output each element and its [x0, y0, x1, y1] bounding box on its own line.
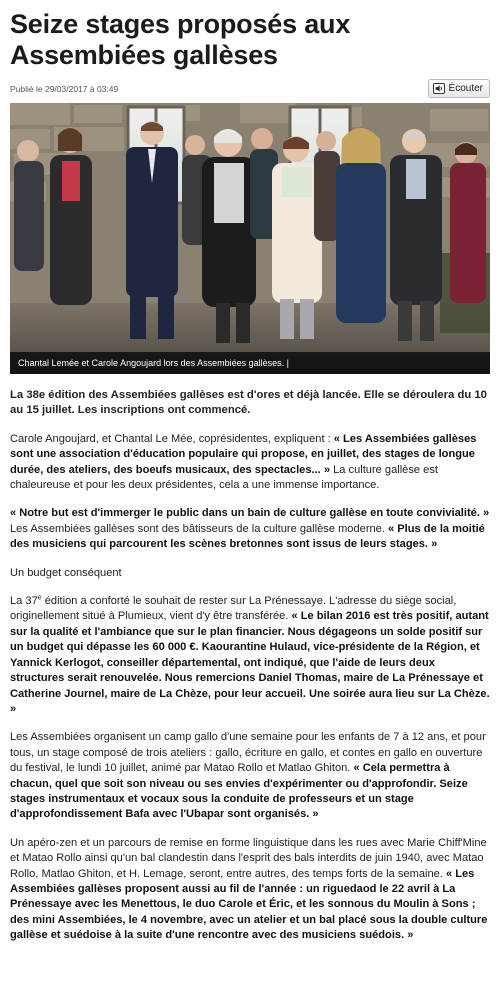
quote-span: « Plus de la moitié des musiciens qui parcourent les scènes bretonnes sont issus de leurs stages. »	[10, 522, 485, 551]
paragraph-3	[10, 594, 490, 717]
text-span: La 37	[10, 595, 38, 608]
article-title: Seize stages proposés aux Assembiées gallèses	[10, 9, 351, 70]
speaker-icon	[433, 83, 445, 94]
listen-button[interactable]	[428, 79, 490, 98]
publication-date: Publié le 29/03/2017 à 03:49	[10, 84, 119, 94]
text-span: La culture gallèse est chaleureuse et pour les deux présidentes, cela a une immense importance.	[10, 463, 438, 492]
paragraph-1	[10, 432, 490, 494]
meta-row	[10, 79, 490, 101]
superscript: e	[37, 594, 42, 602]
lead-paragraph: La 38e édition des Assembiées gallèses est d'ores et déjà lancée. Elle se déroulera du 10 au 15 juillet. Les inscriptions ont commencé.	[10, 389, 487, 417]
quote-span: « Les Assembiées gallèses proposent aussi au fil de l'année : un riguedaod le 22 avril à La Prénessaye avec les Menettous, le duo Carole et Éric, et les sonnous du Moulin à Sons ; des mini Assembiées, le 4 novembre, avec un atelier et un bal placé sous la double culture gallèse et suédoise à la suite d'une rencontre avec des musiciens suédois. »	[10, 867, 488, 942]
article-photo[interactable]	[10, 103, 490, 374]
group-photo	[10, 103, 490, 374]
paragraph-4	[10, 730, 490, 822]
quote-span: « Les Assembiées gallèses sont une association d'éducation populaire qui propose, en juillet, des stages de longue durée, des ateliers, des boeufs musicaux, des spectacles... »	[10, 432, 477, 476]
subheading: Un budget conséquent	[10, 566, 122, 579]
listen-label: Écouter	[448, 83, 483, 94]
text-span: Un apéro-zen et un parcours de remise en forme linguistique dans les rues avec Marie Chiff'Mine et Matao Rollo ainsi qu'un bal clandestin dans l'esprit des bals interdits de juin 1940, avec Matao Rollo, Matlao Ghiton, et H. Lemage, seront, entre autres, des temps forts de la semaine.	[10, 836, 487, 880]
article-body	[10, 388, 490, 944]
paragraph-2	[10, 506, 490, 552]
text-span: Les Assembiées gallèses sont des bâtisseurs de la culture gallèse moderne.	[10, 522, 389, 535]
text-span: Les Assembiées organisent un camp gallo d'une semaine pour les enfants de 7 à 12 ans, et pour tous, un stage composé de trois ateliers : gallo, écriture en gallo, et contes en gallo en ouverture du festival, le lundi 10 juillet, animé par Matao Rollo et Matlao Ghiton.	[10, 731, 486, 775]
quote-span: « Notre but est d'immerger le public dans un bain de culture gallèse en toute convivialité. »	[10, 507, 490, 520]
quote-span: « Cela permettra à chacun, quel que soit son niveau ou ses envies d'expérimenter ou d'approfondir. Seize stages instrumentaux et vocaux sous la conduite de professeurs et un stage d'approfondissement Bafa avec l'Ubapar sont organisés. »	[10, 762, 468, 821]
text-span: édition a conforté le souhait de rester sur La Prénessaye. L'adresse du siège social, originellement situé à Plumieux, vient d'y être transférée.	[10, 595, 457, 623]
photo-caption: Chantal Lemée et Carole Angoujard lors des Assembiées gallèses. |	[10, 352, 490, 374]
paragraph-5	[10, 836, 490, 944]
quote-span: « Le bilan 2016 est très positif, autant sur la qualité et l'ambiance que sur le plan financier. Nous dégageons un solde positif sur un budget qui dépasse les 60 000 €. Kaourantine Hulaud, vice-présidente de la Région, et Yannick Kerlogot, conseiller départemental, ont indiqué, que l'aide de leurs deux structures serait renouvelée. Nous remercions Daniel Thomas, maire de La Prénessaye et Catherine Journel, maire de La Chèze, pour leur accueil. Une soirée aura lieu sur La Chèze. »	[10, 610, 490, 715]
text-span: Carole Angoujard, et Chantal Le Mée, coprésidentes, expliquent :	[10, 432, 334, 445]
